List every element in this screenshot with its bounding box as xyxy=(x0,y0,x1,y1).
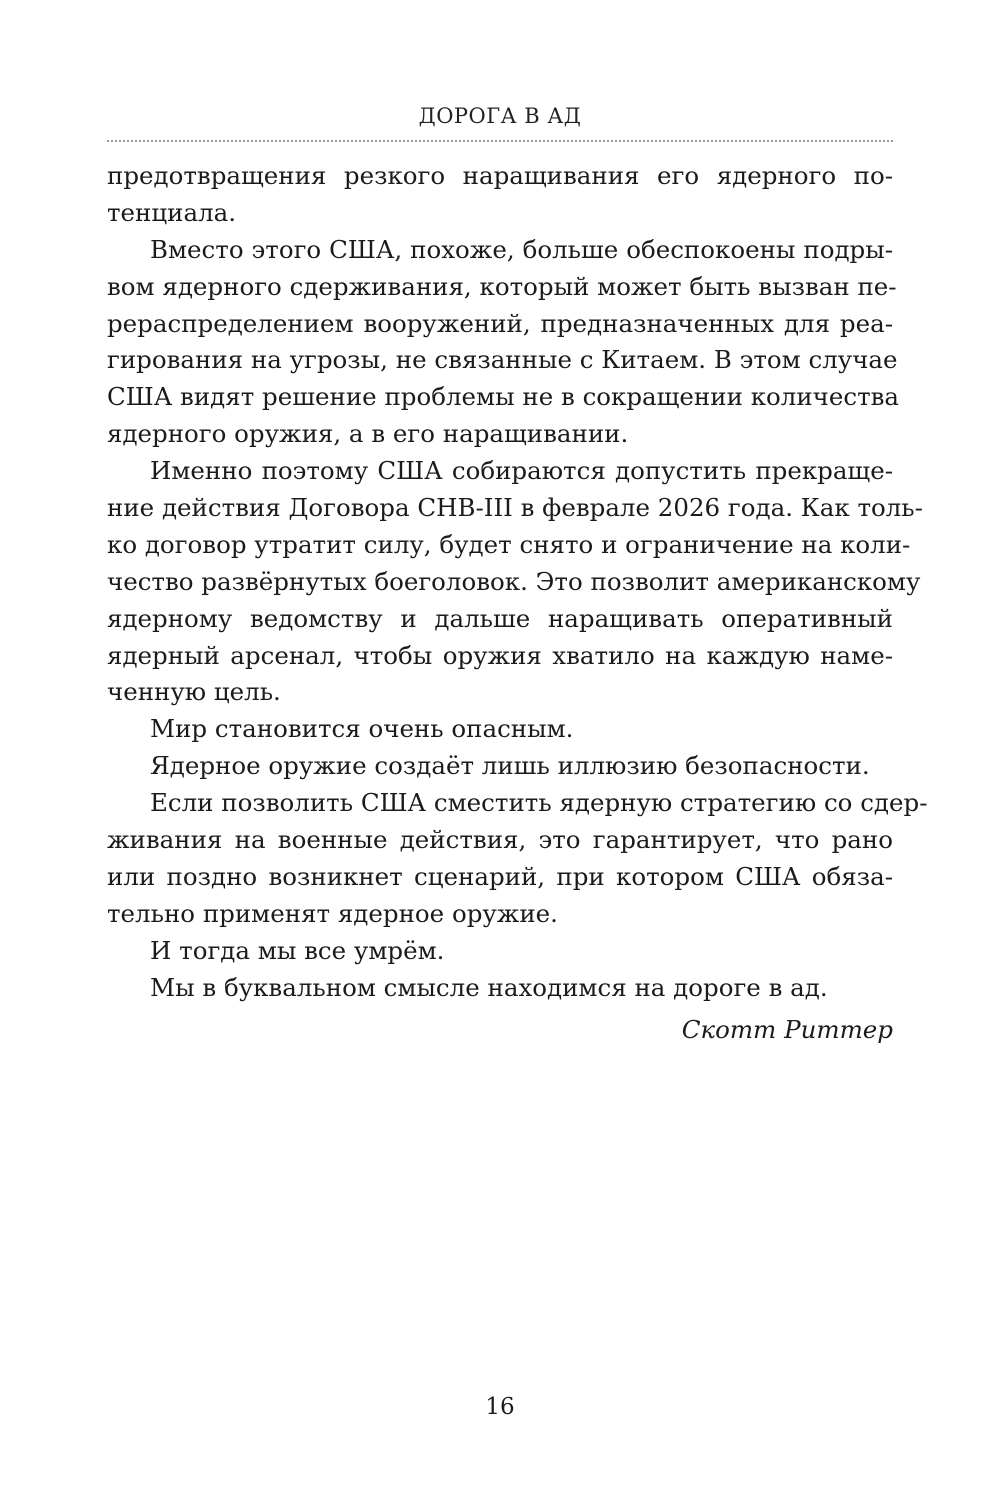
text-line: Именно поэтому США собираются допустить прекраще- xyxy=(150,456,893,486)
text-line: ние действия Договора СНВ-III в феврале 2026 года. Как толь- xyxy=(107,493,923,523)
text-line: Если позволить США сместить ядерную стратегию со сдер- xyxy=(150,788,928,818)
text-line: ядерный арсенал, чтобы оружия хватило на каждую наме- xyxy=(107,640,893,670)
text-line: предотвращения резкого наращивания его ядерного по- xyxy=(107,161,893,190)
body-text xyxy=(107,158,928,1006)
text-line: США видят решение проблемы не в сокращении количества xyxy=(107,382,900,412)
text-line: тельно применят ядерное оружие. xyxy=(107,898,558,928)
text-line: ченную цель. xyxy=(107,677,281,707)
text-line: рераспределением вооружений, предназначенных для реа- xyxy=(107,308,893,338)
text-line: ко договор утратит силу, будет снято и ограничение на коли- xyxy=(107,529,911,559)
text-line: Вместо этого США, похоже, больше обеспокоены подры- xyxy=(150,234,893,264)
text-line: Ядерное оружие создаёт лишь иллюзию безопасности. xyxy=(150,751,870,781)
text-line: чество развёрнутых боеголовок. Это позволит американскому xyxy=(107,566,921,596)
text-line: Мы в буквальном смысле находимся на дороге в ад. xyxy=(150,972,828,1002)
running-header: ДОРОГА В АД xyxy=(418,104,582,128)
text-line: живания на военные действия, это гарантирует, что рано xyxy=(107,825,893,855)
text-line: ядерному ведомству и дальше наращивать оперативный xyxy=(107,603,893,633)
text-line: гирования на угрозы, не связанные с Китаем. В этом случае xyxy=(107,345,898,375)
text-line: тенциала. xyxy=(107,197,237,227)
page-number: 16 xyxy=(485,1394,515,1420)
text-line: вом ядерного сдерживания, который может быть вызван пе- xyxy=(107,271,897,301)
text-line: Мир становится очень опасным. xyxy=(150,714,574,744)
text-line: или поздно возникнет сценарий, при котором США обяза- xyxy=(107,861,893,891)
text-line: И тогда мы все умрём. xyxy=(150,935,445,965)
header-divider xyxy=(107,140,893,142)
text-line: ядерного оружия, а в его наращивании. xyxy=(107,419,629,449)
author-signature: Скотт Риттер xyxy=(681,1015,893,1044)
